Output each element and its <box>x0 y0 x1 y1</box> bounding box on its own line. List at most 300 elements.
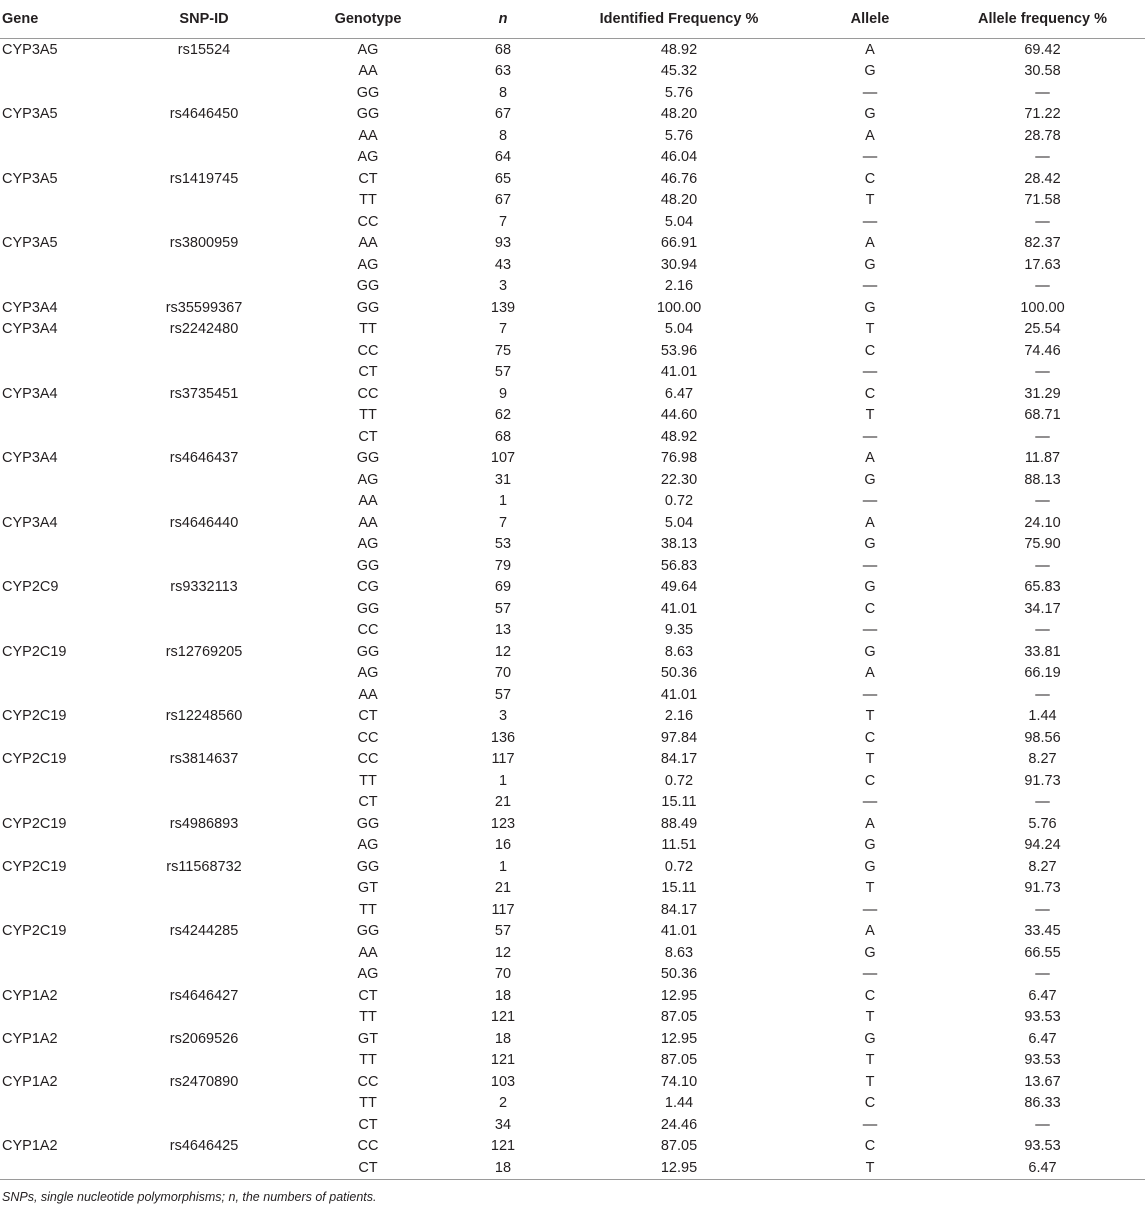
cell-allele: T <box>865 192 875 209</box>
cell-n: 75 <box>494 342 512 359</box>
cell-gene <box>0 61 120 83</box>
cell-allele: G <box>864 643 876 660</box>
table-footnote: SNPs, single nucleotide polymorphisms; n, the numbers of patients. <box>2 1189 377 1204</box>
cell-allele-frequency: 6.47 <box>1028 1030 1057 1047</box>
cell-genotype: AG <box>357 665 379 682</box>
cell-allele: — <box>862 1116 878 1133</box>
cell-identified-frequency: 5.04 <box>664 213 694 230</box>
cell-genotype: CC <box>357 385 379 402</box>
cell-snp-id <box>120 684 288 706</box>
cell-allele-frequency: — <box>1035 213 1050 230</box>
cell-gene <box>0 1093 120 1115</box>
cell-n: 12 <box>494 944 512 961</box>
table-row <box>0 684 1145 706</box>
cell-genotype: AA <box>358 944 378 961</box>
cell-allele-frequency: 11.87 <box>1024 450 1061 467</box>
cell-n: 1 <box>498 772 508 789</box>
cell-n: 57 <box>494 600 512 617</box>
cell-snp-id <box>120 405 288 427</box>
cell-snp-id <box>120 964 288 986</box>
table-row <box>0 61 1145 83</box>
cell-snp-id: rs1419745 <box>169 170 239 187</box>
cell-n: 18 <box>448 1157 558 1179</box>
cell-genotype: GG <box>356 557 380 574</box>
cell-snp-id <box>120 1114 288 1136</box>
cell-allele-frequency: 28.78 <box>1024 127 1061 144</box>
table-row <box>0 82 1145 104</box>
cell-n: 64 <box>494 149 512 166</box>
cell-snp-id <box>120 1050 288 1072</box>
cell-n: 7 <box>498 514 508 531</box>
cell-gene: CYP2C9 <box>2 579 59 596</box>
cell-gene <box>0 942 120 964</box>
cell-identified-frequency: 87.05 <box>660 1052 698 1069</box>
cell-genotype: CT <box>358 794 378 811</box>
cell-snp-id <box>120 426 288 448</box>
cell-n: 3 <box>498 278 508 295</box>
cell-allele: A <box>865 127 875 144</box>
cell-identified-frequency: 74.10 <box>660 1073 698 1090</box>
cell-allele: A <box>865 450 875 467</box>
cell-snp-id <box>120 555 288 577</box>
table-row <box>0 254 1145 276</box>
cell-gene: CYP3A4 <box>2 321 58 338</box>
cell-allele: — <box>862 794 878 811</box>
cell-n: 70 <box>494 966 512 983</box>
cell-genotype: TT <box>359 901 377 918</box>
cell-allele-frequency: 6.47 <box>1028 987 1057 1004</box>
cell-genotype: AG <box>357 149 379 166</box>
cell-n: 117 <box>491 901 515 918</box>
cell-gene <box>0 899 120 921</box>
header-snp-id: SNP-ID <box>120 0 288 39</box>
cell-identified-frequency: 76.98 <box>660 450 698 467</box>
cell-allele: T <box>865 708 875 725</box>
cell-identified-frequency: 12.95 <box>558 1157 800 1179</box>
cell-identified-frequency: 50.36 <box>660 665 698 682</box>
header-n: n <box>448 0 558 39</box>
table-row <box>0 276 1145 298</box>
cell-gene <box>0 1050 120 1072</box>
cell-snp-id <box>120 1007 288 1029</box>
cell-snp-id <box>120 211 288 233</box>
header-identified-frequency: Identified Frequency % <box>558 0 800 39</box>
cell-identified-frequency: 48.92 <box>660 428 698 445</box>
cell-snp-id: rs2242480 <box>169 321 239 338</box>
cell-n: 7 <box>498 321 508 338</box>
cell-n: 18 <box>494 1030 512 1047</box>
cell-snp-id: rs4244285 <box>169 923 239 940</box>
cell-allele-frequency: 30.58 <box>1024 63 1061 80</box>
cell-identified-frequency: 0.72 <box>664 772 694 789</box>
table-row <box>0 340 1145 362</box>
cell-n: 121 <box>490 1052 516 1069</box>
cell-gene <box>0 82 120 104</box>
cell-snp-id: rs2069526 <box>169 1030 239 1047</box>
cell-n: 121 <box>490 1138 516 1155</box>
cell-identified-frequency: 53.96 <box>660 342 698 359</box>
table-row <box>0 792 1145 814</box>
cell-gene <box>0 727 120 749</box>
cell-genotype: TT <box>359 1009 377 1026</box>
cell-allele: G <box>864 256 876 273</box>
table-row <box>0 448 1145 470</box>
cell-allele: C <box>864 385 876 402</box>
cell-identified-frequency: 9.35 <box>664 622 694 639</box>
cell-n: 93 <box>494 235 512 252</box>
cell-n: 136 <box>490 729 516 746</box>
cell-gene <box>0 534 120 556</box>
cell-identified-frequency: 41.01 <box>660 364 698 381</box>
cell-allele: — <box>862 213 878 230</box>
cell-gene: CYP1A2 <box>2 1138 58 1155</box>
cell-allele: — <box>862 84 878 101</box>
cell-allele-frequency: 17.63 <box>1024 256 1061 273</box>
cell-snp-id: rs15524 <box>177 41 231 58</box>
cell-allele-frequency: 100.00 <box>1020 299 1065 316</box>
table-row <box>0 1028 1145 1050</box>
cell-snp-id <box>120 1093 288 1115</box>
cell-n: 12 <box>494 643 512 660</box>
cell-genotype: AA <box>358 63 378 80</box>
cell-gene <box>0 663 120 685</box>
cell-identified-frequency: 30.94 <box>660 256 698 273</box>
cell-gene <box>0 555 120 577</box>
cell-genotype: GG <box>356 858 380 875</box>
cell-gene <box>0 405 120 427</box>
cell-allele: T <box>865 1009 875 1026</box>
cell-allele: G <box>864 858 876 875</box>
cell-snp-id: rs4646427 <box>169 987 239 1004</box>
header-allele-frequency: Allele frequency % <box>940 0 1145 39</box>
cell-identified-frequency: 49.64 <box>660 579 698 596</box>
cell-allele-frequency: 33.81 <box>1024 643 1061 660</box>
table-row <box>0 534 1145 556</box>
cell-snp-id: rs12769205 <box>165 643 243 660</box>
cell-gene <box>0 362 120 384</box>
cell-genotype: CG <box>357 579 379 596</box>
cell-gene: CYP3A4 <box>2 299 58 316</box>
cell-allele: T <box>865 321 875 338</box>
cell-snp-id: rs12248560 <box>165 708 243 725</box>
cell-allele-frequency: — <box>1035 794 1050 811</box>
table-row <box>0 1071 1145 1093</box>
cell-allele-frequency: 91.73 <box>1024 880 1061 897</box>
cell-allele-frequency: 71.22 <box>1024 106 1061 123</box>
cell-identified-frequency: 6.47 <box>664 385 694 402</box>
cell-allele: — <box>862 364 878 381</box>
cell-gene: CYP3A4 <box>2 450 58 467</box>
cell-gene: CYP3A4 <box>2 385 58 402</box>
cell-genotype: AA <box>358 127 378 144</box>
cell-identified-frequency: 5.76 <box>664 84 694 101</box>
cell-snp-id: rs4646450 <box>169 106 239 123</box>
cell-allele-frequency: — <box>1035 493 1050 510</box>
table-row <box>0 319 1145 341</box>
cell-allele: G <box>864 471 876 488</box>
cell-allele-frequency: 93.53 <box>1024 1138 1061 1155</box>
table-row <box>0 921 1145 943</box>
cell-gene <box>0 1157 120 1179</box>
cell-snp-id: rs11568732 <box>166 858 242 875</box>
cell-allele: — <box>862 686 878 703</box>
cell-genotype: CC <box>357 751 379 768</box>
cell-allele-frequency: — <box>1035 1116 1050 1133</box>
table-row <box>0 1157 1145 1179</box>
cell-allele: A <box>865 41 875 58</box>
cell-identified-frequency: 97.84 <box>660 729 698 746</box>
cell-gene <box>0 190 120 212</box>
cell-identified-frequency: 41.01 <box>660 686 698 703</box>
cell-allele-frequency: 68.71 <box>1024 407 1061 424</box>
cell-genotype: GG <box>356 84 380 101</box>
cell-identified-frequency: 22.30 <box>660 471 698 488</box>
cell-allele-frequency: 66.55 <box>1024 944 1061 961</box>
cell-allele: T <box>865 407 875 424</box>
cell-allele-frequency: 6.47 <box>940 1157 1145 1179</box>
cell-gene <box>0 426 120 448</box>
table-row <box>0 512 1145 534</box>
cell-n: 65 <box>494 170 512 187</box>
table-row <box>0 190 1145 212</box>
cell-allele: G <box>864 944 876 961</box>
cell-gene: CYP1A2 <box>2 987 58 1004</box>
cell-identified-frequency: 2.16 <box>664 278 694 295</box>
cell-identified-frequency: 41.01 <box>660 923 698 940</box>
cell-gene: CYP2C19 <box>2 923 67 940</box>
cell-n: 21 <box>494 880 512 897</box>
cell-allele: A <box>865 665 875 682</box>
cell-snp-id <box>120 147 288 169</box>
cell-allele: T <box>800 1157 940 1179</box>
table-row <box>0 620 1145 642</box>
cell-gene <box>0 491 120 513</box>
cell-identified-frequency: 48.92 <box>660 41 698 58</box>
cell-snp-id: rs3800959 <box>169 235 239 252</box>
cell-n: 139 <box>490 299 516 316</box>
cell-allele: C <box>864 729 876 746</box>
cell-n: 57 <box>494 364 512 381</box>
table-row <box>0 899 1145 921</box>
table-row <box>0 362 1145 384</box>
cell-allele: A <box>865 815 875 832</box>
cell-allele-frequency: — <box>1035 278 1050 295</box>
cell-genotype: CT <box>358 1116 378 1133</box>
cell-genotype: AG <box>357 966 379 983</box>
cell-allele: — <box>862 493 878 510</box>
cell-snp-id <box>120 469 288 491</box>
cell-n: 70 <box>494 665 512 682</box>
cell-gene <box>0 254 120 276</box>
cell-genotype: GG <box>356 106 380 123</box>
cell-gene: CYP2C19 <box>2 708 67 725</box>
table-row <box>0 727 1145 749</box>
cell-snp-id: rs9332113 <box>170 579 238 596</box>
cell-snp-id <box>120 125 288 147</box>
cell-gene <box>0 1114 120 1136</box>
cell-n: 18 <box>494 987 512 1004</box>
cell-allele: A <box>865 923 875 940</box>
cell-genotype: GG <box>356 450 380 467</box>
cell-snp-id: rs4646440 <box>169 514 239 531</box>
cell-n: 57 <box>494 686 512 703</box>
cell-n: 2 <box>498 1095 508 1112</box>
cell-allele: T <box>865 751 875 768</box>
cell-allele-frequency: — <box>1035 622 1050 639</box>
table-body <box>0 39 1145 1180</box>
cell-identified-frequency: 44.60 <box>660 407 698 424</box>
header-gene: Gene <box>0 0 120 39</box>
cell-identified-frequency: 1.44 <box>664 1095 694 1112</box>
table-row <box>0 104 1145 126</box>
cell-snp-id <box>120 878 288 900</box>
cell-allele-frequency: 24.10 <box>1024 514 1061 531</box>
cell-identified-frequency: 11.51 <box>661 837 697 854</box>
cell-n: 43 <box>494 256 512 273</box>
cell-gene <box>0 469 120 491</box>
cell-genotype: GG <box>356 923 380 940</box>
cell-snp-id <box>120 340 288 362</box>
cell-n: 1 <box>498 858 508 875</box>
cell-allele-frequency: — <box>1035 84 1050 101</box>
cell-gene <box>0 1007 120 1029</box>
cell-identified-frequency: 87.05 <box>660 1009 698 1026</box>
cell-identified-frequency: 0.72 <box>664 858 694 875</box>
cell-allele-frequency: 98.56 <box>1024 729 1061 746</box>
cell-n: 69 <box>494 579 512 596</box>
cell-identified-frequency: 100.00 <box>656 299 702 316</box>
cell-identified-frequency: 5.04 <box>664 321 694 338</box>
table-row <box>0 706 1145 728</box>
cell-snp-id <box>120 598 288 620</box>
cell-genotype: CC <box>357 729 379 746</box>
cell-gene: CYP2C19 <box>2 815 67 832</box>
cell-allele-frequency: — <box>1035 364 1050 381</box>
cell-n: 53 <box>494 536 512 553</box>
cell-genotype: GT <box>357 880 379 897</box>
table-row <box>0 147 1145 169</box>
cell-genotype: TT <box>359 192 377 209</box>
cell-genotype: TT <box>359 321 377 338</box>
cell-snp-id <box>120 792 288 814</box>
table-row <box>0 1007 1145 1029</box>
cell-genotype: CT <box>358 428 378 445</box>
table-row <box>0 383 1145 405</box>
cell-identified-frequency: 41.01 <box>660 600 698 617</box>
cell-identified-frequency: 15.11 <box>661 794 697 811</box>
table-row <box>0 770 1145 792</box>
cell-genotype: AG <box>357 471 379 488</box>
cell-n: 62 <box>494 407 512 424</box>
cell-allele-frequency: 82.37 <box>1024 235 1061 252</box>
cell-allele-frequency: — <box>1035 428 1050 445</box>
cell-identified-frequency: 24.46 <box>660 1116 698 1133</box>
cell-n: 8 <box>498 84 508 101</box>
cell-allele: — <box>862 428 878 445</box>
cell-identified-frequency: 88.49 <box>660 815 698 832</box>
cell-n: 123 <box>490 815 516 832</box>
table-row <box>0 985 1145 1007</box>
cell-n: 121 <box>490 1009 516 1026</box>
cell-genotype: CC <box>357 342 379 359</box>
cell-allele-frequency: — <box>1035 686 1050 703</box>
cell-allele-frequency: — <box>1035 901 1050 918</box>
table-row <box>0 1093 1145 1115</box>
table-row <box>0 168 1145 190</box>
cell-gene: CYP3A5 <box>2 106 58 123</box>
cell-gene <box>0 835 120 857</box>
table-row <box>0 405 1145 427</box>
cell-genotype: AA <box>358 514 378 531</box>
cell-snp-id <box>120 534 288 556</box>
cell-allele: — <box>862 901 878 918</box>
cell-allele-frequency: 66.19 <box>1024 665 1061 682</box>
cell-genotype: TT <box>359 1095 377 1112</box>
cell-identified-frequency: 66.91 <box>660 235 698 252</box>
cell-identified-frequency: 45.32 <box>660 63 698 80</box>
cell-allele-frequency: 13.67 <box>1024 1073 1061 1090</box>
cell-gene: CYP3A5 <box>2 235 58 252</box>
cell-gene: CYP1A2 <box>2 1073 58 1090</box>
cell-gene <box>0 792 120 814</box>
cell-gene <box>0 620 120 642</box>
cell-n: 117 <box>491 751 515 768</box>
cell-snp-id <box>120 362 288 384</box>
table-row <box>0 233 1145 255</box>
cell-allele: G <box>864 106 876 123</box>
cell-snp-id: rs3735451 <box>169 385 239 402</box>
header-allele: Allele <box>800 0 940 39</box>
cell-identified-frequency: 8.63 <box>664 944 694 961</box>
cell-allele: G <box>864 299 876 316</box>
cell-n: 8 <box>498 127 508 144</box>
cell-allele-frequency: 69.42 <box>1024 41 1061 58</box>
cell-allele-frequency: 93.53 <box>1024 1009 1061 1026</box>
cell-allele-frequency: 75.90 <box>1024 536 1061 553</box>
cell-gene: CYP1A2 <box>2 1030 58 1047</box>
cell-genotype: CT <box>288 1157 448 1179</box>
cell-genotype: AA <box>358 493 378 510</box>
cell-genotype: AG <box>357 536 379 553</box>
table-row <box>0 297 1145 319</box>
cell-snp-id <box>120 727 288 749</box>
cell-n: 7 <box>498 213 508 230</box>
cell-allele: — <box>862 557 878 574</box>
cell-snp-id: rs3814637 <box>169 751 239 768</box>
cell-snp-id <box>120 770 288 792</box>
cell-genotype: CC <box>357 213 379 230</box>
cell-gene <box>0 684 120 706</box>
cell-identified-frequency: 84.17 <box>660 901 698 918</box>
table-row <box>0 39 1145 61</box>
cell-allele: G <box>864 579 876 596</box>
cell-genotype: CC <box>357 1138 379 1155</box>
cell-gene: CYP3A4 <box>2 514 58 531</box>
cell-allele-frequency: 88.13 <box>1024 471 1061 488</box>
cell-allele: G <box>864 1030 876 1047</box>
cell-genotype: GG <box>356 643 380 660</box>
table-row <box>0 964 1145 986</box>
cell-allele: C <box>864 772 876 789</box>
cell-identified-frequency: 48.20 <box>660 106 698 123</box>
cell-snp-id: rs2470890 <box>169 1073 239 1090</box>
table-row <box>0 577 1145 599</box>
cell-allele-frequency: 65.83 <box>1024 579 1061 596</box>
cell-gene <box>0 340 120 362</box>
cell-allele-frequency: — <box>1035 557 1050 574</box>
table-row <box>0 641 1145 663</box>
cell-allele-frequency: 8.27 <box>1028 858 1057 875</box>
